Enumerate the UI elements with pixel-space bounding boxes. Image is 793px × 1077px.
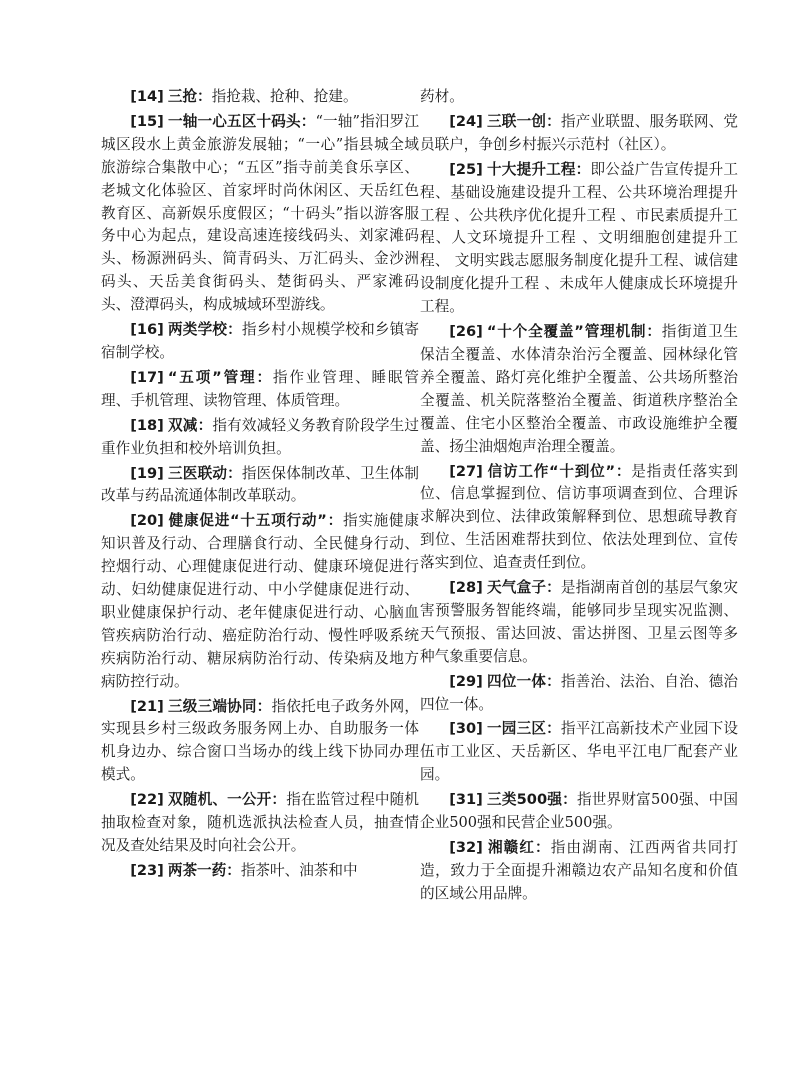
entry-14 (101, 86, 419, 109)
entry-number: [17] (130, 368, 164, 386)
entry-number: [19] (130, 464, 164, 482)
entry-text: 指平江高新技术产业园下设伍市工业区、天岳新区、华电平江电厂配套产业园。 (420, 720, 738, 784)
entry-number: [25] (449, 160, 483, 178)
entry-text: 指茶叶、油茶和中 (240, 861, 358, 879)
entry-number: [28] (449, 579, 483, 597)
right-column (420, 86, 738, 908)
entry-term: 双减： (167, 416, 213, 434)
entry-text: 是指责任落实到位、信息掌握到位、信访事项调查到位、合理诉求解决到位、法律政策解释到位、思想疏导教育到位、生活困难帮扶到位、依法处理到位、宣传落实到位、追查责任到位。 (420, 462, 738, 572)
entry-number: [32] (449, 839, 483, 856)
entry-number: [26] (449, 323, 483, 341)
entry-text: 指有效减轻义务教育阶段学生过重作业负担和校外培训负担。 (101, 416, 419, 457)
entry-term: 信访工作“十到位”： (486, 462, 632, 480)
entry-number: [21] (130, 697, 164, 715)
entry-number: [24] (449, 112, 483, 130)
entry-term: 两茶一药： (167, 861, 241, 879)
entry-term: 天气盒子： (486, 579, 561, 597)
entry-text: 指善治、法治、自治、德治四位一体。 (420, 672, 738, 713)
entry-16 (101, 319, 419, 365)
entry-number: [20] (130, 512, 164, 530)
entry-term: 十大提升工程： (486, 160, 591, 178)
entry-text: 指实施健康知识普及行动、合理膳食行动、全民健身行动、控烟行动、心理健康促进行动、健康环境促进行动、妇幼健康促进行动、中小学健康促进行动、职业健康保护行动、老年健康促进行动、心脑血管疾病防治行动、癌症防治行动、慢性呼吸系统疾病防治行动、糖尿病防治行动、传染病及地方病防控行动。 (101, 512, 419, 690)
entry-21 (101, 696, 419, 788)
entry-text: 指世界财富500强、中国企业500强和民营企业500强。 (420, 791, 739, 832)
entry-term: 四位一体： (486, 672, 561, 690)
entry-text: “一轴”指汨罗江城区段水上黄金旅游发展轴；“一心”指县城全域旅游综合集散中心；“五区”指寺前美食乐享区、老城文化体验区、首家坪时尚休闲区、天岳红色教育区、高新娱乐度假区；“十码头”指以游客服务中心为起点，建设高速连接线码头、刘家滩码头、杨源洲码头、简青码头、万汇码头、金沙洲码头、天岳美食街码头、楚街码头、严家滩码头、澄潭码头，构成城域环型游线。 (101, 112, 419, 314)
entry-text: 指产业联盟、服务联网、党员联户，争创乡村振兴示范村（社区）。 (420, 112, 738, 153)
entry-number: [31] (449, 791, 483, 809)
entry-number: [14] (130, 88, 164, 105)
entry-24 (420, 111, 738, 157)
entry-27 (420, 461, 738, 576)
entry-number: [22] (130, 791, 164, 809)
entry-23-continuation: 药材。 (420, 88, 464, 105)
entry-term: 双随机、一公开： (167, 791, 287, 809)
entry-number: [29] (449, 672, 483, 690)
entry-number: [16] (130, 321, 164, 339)
entry-text: 指乡村小规模学校和乡镇寄宿制学校。 (101, 321, 419, 361)
entry-text: 是指湖南首创的基层气象灾害预警服务智能终端，能够同步呈现实况监测、天气预报、雷达回波、雷达拼图、卫星云图等多种气象重要信息。 (420, 579, 738, 665)
entry-26 (420, 321, 738, 458)
entry-term: 一轴一心五区十码头： (167, 112, 316, 130)
entry-25 (420, 159, 738, 319)
entry-text: 指在监管过程中随机抽取检查对象，随机选派执法检查人员，抽查情况及查处结果及时向社会公开。 (101, 791, 419, 854)
entry-text: 指作业管理、睡眠管理、手机管理、读物管理、体质管理。 (101, 368, 419, 409)
entry-term: 三抢： (167, 88, 212, 105)
entry-number: [27] (449, 462, 483, 480)
entry-text: 指依托电子政务外网，实现县乡村三级政务服务网上办、自助服务一体机身边办、综合窗口当场办的线上线下协同办理模式。 (101, 697, 419, 784)
entry-22 (101, 789, 419, 858)
left-column (101, 86, 419, 885)
entry-term: 湘赣红： (486, 839, 551, 856)
entry-32 (420, 837, 738, 906)
entry-number: [30] (449, 720, 483, 738)
entry-term: 三级三端协同： (167, 697, 272, 715)
entry-18 (101, 415, 419, 461)
entry-number: [23] (130, 861, 164, 879)
entry-term: 一园三区： (486, 720, 561, 738)
entry-text: 指医保体制改革、卫生体制改革与药品流通体制改革联动。 (101, 464, 419, 505)
entry-term: 三联一创： (486, 112, 561, 130)
entry-23 (101, 860, 419, 883)
entry-term: 三医联动： (167, 464, 242, 482)
entry-17 (101, 367, 419, 413)
entry-31 (420, 789, 738, 835)
entry-term: “五项”管理： (167, 368, 273, 386)
entry-term: 三类500强： (486, 791, 577, 809)
entry-20 (101, 510, 419, 693)
entry-term: 健康促进“十五项行动”： (167, 512, 343, 530)
entry-29 (420, 671, 738, 717)
entry-term: 两类学校： (167, 321, 242, 339)
entry-text: 指由湖南、江西两省共同打造，致力于全面提升湘赣边农产品知名度和价值的区域公用品牌。 (420, 839, 738, 902)
entry-text: 指街道卫生保洁全覆盖、水体清杂治污全覆盖、园林绿化管养全覆盖、路灯亮化维护全覆盖、公共场所整治全覆盖、机关院落整治全覆盖、街道秩序整治全覆盖、住宅小区整治全覆盖、市政设施维护全覆盖、扬尘油烟炮声治理全覆盖。 (420, 323, 738, 455)
entry-number: [15] (130, 112, 164, 130)
entry-text: 即公益广告宣传提升工程、基础设施建设提升工程、公共环境治理提升工程 、公共秩序优化提升工程 、市民素质提升工程、人文环境提升工程 、文明细胞创建提升工程、 文明实践志愿服务制度化提升工程、诚信建设制度化提升工程 、未成年人健康成长环境提升工程。 (420, 160, 738, 316)
entry-number: [18] (130, 416, 164, 434)
entry-text: 指抢栽、抢种、抢建。 (211, 88, 358, 105)
entry-19 (101, 463, 419, 509)
entry-30 (420, 718, 738, 787)
entry-15 (101, 111, 419, 317)
entry-term: “十个全覆盖”管理机制： (486, 323, 662, 341)
entry-28 (420, 577, 738, 669)
